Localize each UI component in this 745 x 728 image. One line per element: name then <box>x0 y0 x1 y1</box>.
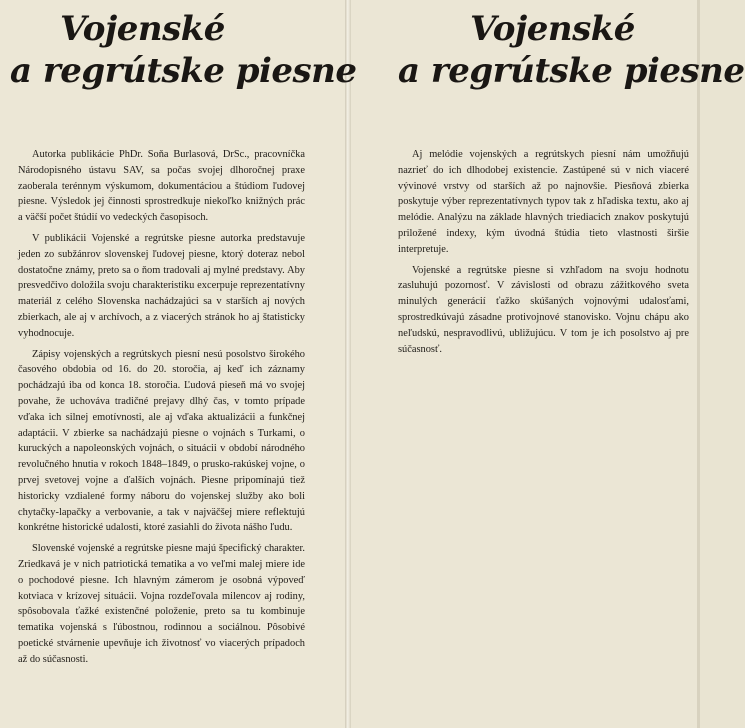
left-flap-text <box>18 147 305 668</box>
title-line-1: Vojenské <box>60 9 225 49</box>
left-flap-title <box>10 9 357 91</box>
title-line-2: a regrútske piesne <box>398 51 745 91</box>
paragraph: V publikácii Vojenské a regrútske piesne autorka predstavuje jeden zo subžánrov slovenskej ľudovej piesne, ktorý doteraz nebol dostatočne známy, preto sa o ňom tradovali aj mylné predstavy. Aby presvedčivo doložila svoju charakteristiku excerpuje reprezentatívny materiál z celého Slovenska nachádzajúci sa v starších aj nových zbierkach, ale aj v archívoch, a z viacerých stránok ho aj štatisticky vyhodnocuje. <box>18 232 305 339</box>
title-line-2: a regrútske piesne <box>10 51 357 91</box>
right-flap-title <box>398 9 745 91</box>
right-flap <box>351 0 700 728</box>
title-line-1: Vojenské <box>470 9 635 49</box>
page-edge <box>697 0 700 728</box>
paragraph: Autorka publikácie PhDr. Soňa Burlasová, DrSc., pracovníčka Národopisného ústavu SAV, sa počas svojej dlhoročnej praxe zaoberala terénnym výskumom, dokumentáciou a štúdiom ľudovej piesne. Výsledok jej činnosti sprostredkuje niekoľko knižných prác a väčší počet štúdií vo vedeckých časopisoch. <box>18 149 305 224</box>
paragraph: Slovenské vojenské a regrútske piesne majú špecifický charakter. Zriedkavá je v nich patriotická tematika a vo veľmi malej miere ide o pochodové piesne. Ich hlavným zámerom je osobná výpoveď kotviaca v krízovej situácii. Vojna rozdeľovala milencov aj rodiny, spôsobovala ťažké existenčné položenie, preto sa tu kombinuje tematika vojenská s ľúbostnou, rodinnou a sociálnou. Pôsobivé poetické stvárnenie upevňuje ich životnosť vo viacerých prípadoch až do súčasnosti. <box>18 543 305 665</box>
paragraph: Aj melódie vojenských a regrútskych piesní nám umožňujú nazrieť do ich dlhodobej existencie. Zastúpené sú v nich viaceré vývinové vrstvy od starších až po najnovšie. Piesňová zbierka poskytuje výber reprezentatívnych typov tak z hľadiska textu, ako aj melódie. Analýzu na základe hlavných triediacich znakov poskytujú priložené indexy, kým úvodná štúdia tieto vlastnosti širšie interpretuje. <box>398 149 689 255</box>
paragraph: Vojenské a regrútske piesne si vzhľadom na svoju hodnotu zasluhujú pozornosť. V závislosti od obrazu zážitkového sveta minulých generácií ťažko skúšaných vojnovými udalosťami, sprostredkúvajú zásadne protivojnové stanovisko. Vojnu chápu ako neľudskú, nespravodlivú, ubližujúcu. V tom je ich posolstvo aj pre súčasnosť. <box>398 264 689 355</box>
paragraph: Zápisy vojenských a regrútskych piesní nesú posolstvo širokého časového obdobia od 16. do 20. storočia, aj keď ich záznamy pochádzajú iba od konca 18. storočia. Ľudová pieseň má vo svojej povahe, že uchováva tradičné prejavy dlhý čas, v tomto prípade vďaka ich silnej emotívnosti, ale aj vďaka aktualizácii a funkčnej adaptácii. V zbierke sa nachádzajú piesne o vojnách s Turkami, o kuruckých a napoleonských vojnách, o situácii v období národného revolučného hnutia v rokoch 1848–1849, o prusko-rakúskej vojne, o prvej svetovej vojne a ďalších vojnách. Piesne pripomínajú tiež historicky vzdialené formy náboru do vojenskej služby ako boli chytačky-lapačky a verbovanie, a tak v najväčšej miere reflektujú konkrétne historické udalosti, ktoré zasiahli do života nášho ľudu. <box>18 348 305 534</box>
right-flap-text <box>398 147 689 357</box>
